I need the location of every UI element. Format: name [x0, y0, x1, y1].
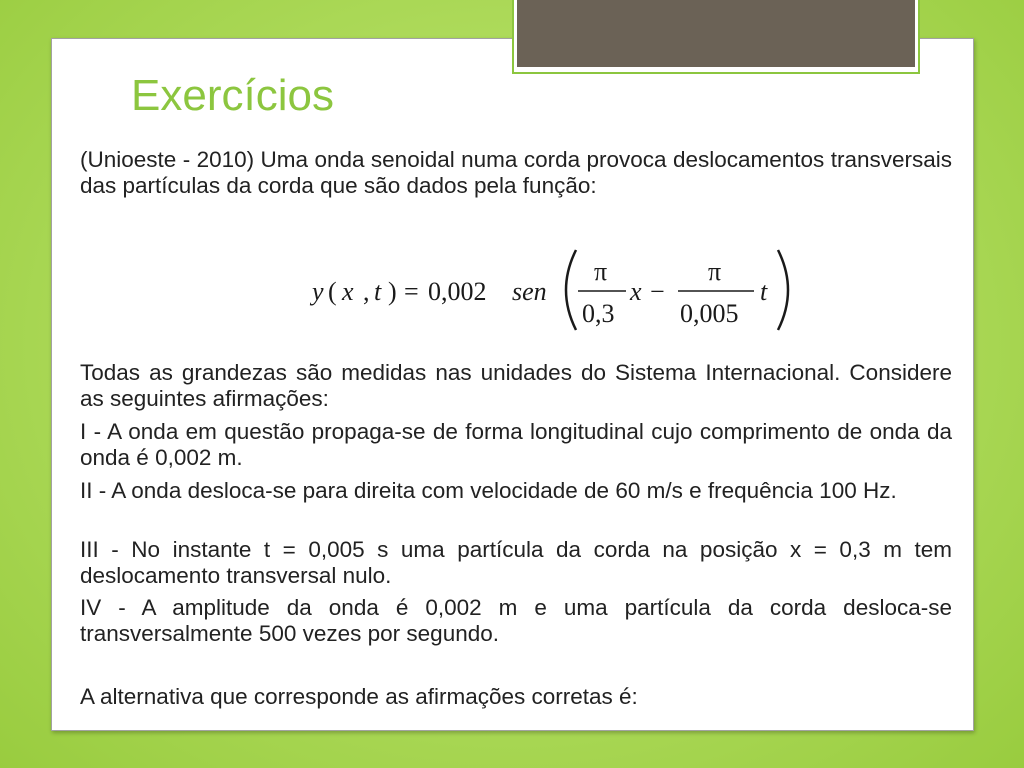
- formula-frac1-numerator: π: [594, 257, 608, 286]
- formula-lhs-t: t: [374, 277, 382, 306]
- formula-frac1-denominator: 0,3: [582, 299, 615, 328]
- statement-paragraph: Todas as grandezas são medidas nas unidades do Sistema Internacional. Considere as seguintes afirmações:: [80, 360, 952, 411]
- item-i: I - A onda em questão propaga-se de forma longitudinal cujo comprimento de onda da onda é 0,002 m.: [80, 419, 952, 470]
- formula-lhs-comma: ,: [363, 277, 370, 306]
- formula-lhs-paren-open: (: [328, 277, 337, 306]
- formula-big-paren-open: [566, 250, 576, 330]
- formula-frac2-denominator: 0,005: [680, 299, 739, 328]
- item-iv: IV - A amplitude da onda é 0,002 m e uma partícula da corda desloca-se transversalmente 500 vezes por segundo.: [80, 595, 952, 646]
- formula-var-t: t: [760, 277, 768, 306]
- formula-big-paren-close: [778, 250, 788, 330]
- formula-lhs-paren-close: ): [388, 277, 397, 306]
- formula-lhs-x: x: [342, 277, 354, 306]
- item-ii: II - A onda desloca-se para direita com velocidade de 60 m/s e frequência 100 Hz.: [80, 478, 897, 503]
- formula-equals: =: [404, 277, 419, 306]
- formula-var-x: x: [630, 277, 642, 306]
- corner-decoration-block: [517, 0, 915, 67]
- formula-frac2-numerator: π: [708, 257, 722, 286]
- formula-function-name: sen: [512, 277, 547, 306]
- item-iii: III - No instante t = 0,005 s uma partícula da corda na posição x = 0,3 m tem deslocamento transversal nulo.: [80, 537, 952, 588]
- slide-title: Exercícios: [131, 71, 334, 120]
- wave-equation-svg: [308, 244, 798, 334]
- intro-paragraph: (Unioeste - 2010) Uma onda senoidal numa corda provoca deslocamentos transversais das partículas da corda que são dados pela função:: [80, 147, 952, 198]
- wave-equation: [308, 244, 798, 334]
- formula-lhs-y: y: [312, 277, 324, 306]
- formula-amplitude: 0,002: [428, 277, 487, 306]
- formula-minus: −: [650, 277, 665, 306]
- question-paragraph: A alternativa que corresponde as afirmações corretas é:: [80, 684, 638, 709]
